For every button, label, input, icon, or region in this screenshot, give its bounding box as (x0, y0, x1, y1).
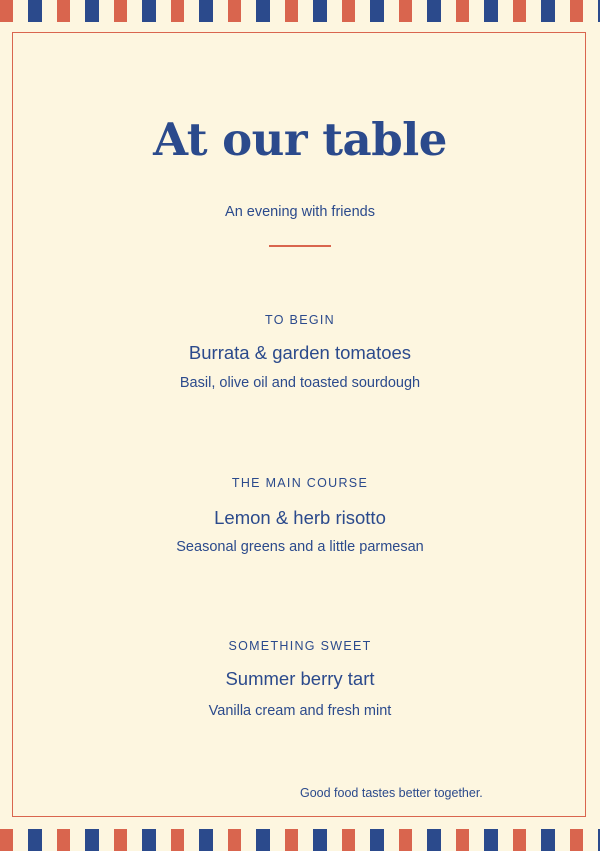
course-description-starter: Basil, olive oil and toasted sourdough (179, 375, 421, 391)
course-description-main: Seasonal greens and a little parmesan (176, 539, 424, 555)
course-dish-main: Lemon & herb risotto (214, 507, 386, 528)
bottom-airmail-border (0, 829, 600, 851)
page-title: At our table (153, 113, 447, 166)
course-dish-dessert: Summer berry tart (225, 668, 375, 689)
top-airmail-border (0, 0, 600, 22)
page-subtitle: An evening with friends (225, 204, 375, 220)
course-description-dessert: Vanilla cream and fresh mint (208, 703, 392, 719)
course-label-main: THE MAIN COURSE (231, 476, 369, 490)
course-label-dessert: SOMETHING SWEET (228, 639, 372, 653)
course-label-starter: TO BEGIN (265, 313, 335, 327)
footer-tagline: Good food tastes better together. (300, 786, 483, 800)
course-dish-starter: Burrata & garden tomatoes (188, 342, 412, 363)
title-divider (269, 245, 331, 247)
